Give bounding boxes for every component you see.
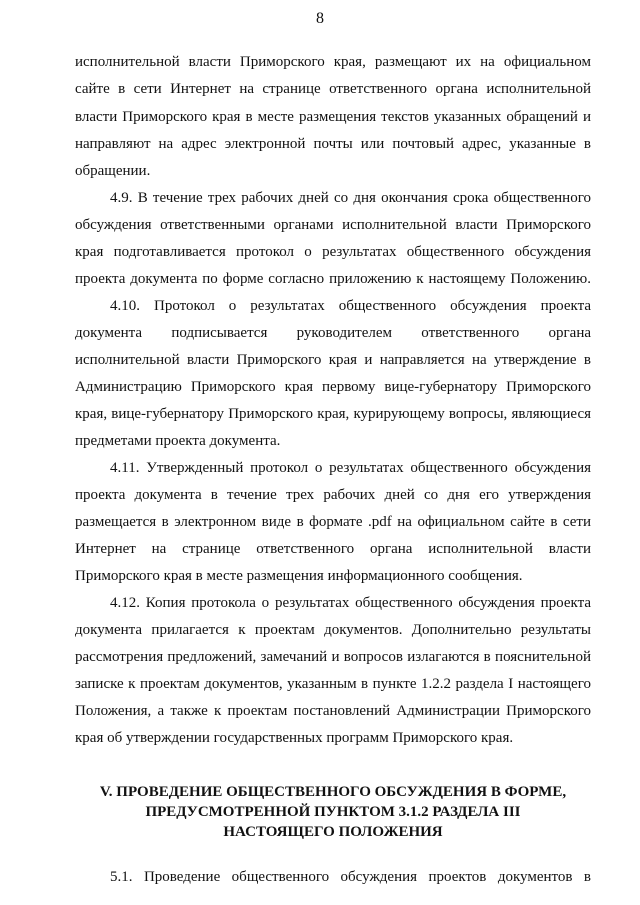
text-line: края подготавливается протокол о результатах общественного обсуждения <box>75 244 591 260</box>
text-line: 4.12. Копия протокола о результатах общественного обсуждения проекта <box>110 595 591 611</box>
text-line: документа подписывается руководителем ответственного органа <box>75 325 591 341</box>
text-line: обсуждения ответственными органами исполнительной власти Приморского <box>75 217 591 233</box>
text-line: размещается в электронном виде в формате .pdf на официальном сайте в сети <box>75 514 591 530</box>
text-line: края об утверждении государственных программ Приморского края. <box>75 730 514 746</box>
text-line: Администрацию Приморского края первому вице-губернатору Приморского <box>75 379 591 395</box>
text-line: документа прилагается к проектам документов. Дополнительно результаты <box>75 622 591 638</box>
text-line: края, вице-губернатору Приморского края, курирующему вопросы, являющиеся <box>75 406 591 422</box>
text-line: исполнительной власти Приморского края и направляется на утверждение в <box>75 352 591 368</box>
text-line: власти Приморского края в месте размещения текстов указанных обращений и <box>75 109 591 125</box>
text-line: Интернет на странице ответственного органа исполнительной власти <box>75 541 591 557</box>
page-number: 8 <box>316 10 324 27</box>
text-line: 5.1. Проведение общественного обсуждения проектов документов в <box>110 869 591 885</box>
text-line: предметами проекта документа. <box>75 433 281 449</box>
text-line: проекта документа в течение трех рабочих дней со дня его утверждения <box>75 487 591 503</box>
text-line: записке к проектам документов, указанным в пункте 1.2.2 раздела I настоящего <box>75 676 591 692</box>
heading-line: V. ПРОВЕДЕНИЕ ОБЩЕСТВЕННОГО ОБСУЖДЕНИЯ В ФОРМЕ, <box>99 784 567 800</box>
text-line: проекта документа по форме согласно приложению к настоящему Положению. <box>75 271 591 287</box>
heading-line: ПРЕДУСМОТРЕННОЙ ПУНКТОМ 3.1.2 РАЗДЕЛА III <box>145 804 521 820</box>
text-line: рассмотрения предложений, замечаний и вопросов излагаются в пояснительной <box>75 649 591 665</box>
text-line: 4.11. Утвержденный протокол о результатах общественного обсуждения <box>110 460 591 476</box>
heading-line: НАСТОЯЩЕГО ПОЛОЖЕНИЯ <box>223 824 443 840</box>
text-line: сайте в сети Интернет на странице ответственного органа исполнительной <box>75 81 591 97</box>
text-line: 4.9. В течение трех рабочих дней со дня окончания срока общественного <box>110 190 591 206</box>
text-line: Положения, а также к проектам постановлений Администрации Приморского <box>75 703 591 719</box>
text-line: исполнительной власти Приморского края, размещают их на официальном <box>75 54 591 70</box>
text-line: обращении. <box>75 163 151 179</box>
text-line: Приморского края в месте размещения информационного сообщения. <box>75 568 523 584</box>
text-line: 4.10. Протокол о результатах общественного обсуждения проекта <box>110 298 591 314</box>
text-line: направляют на адрес электронной почты или почтовый адрес, указанные в <box>75 136 591 152</box>
